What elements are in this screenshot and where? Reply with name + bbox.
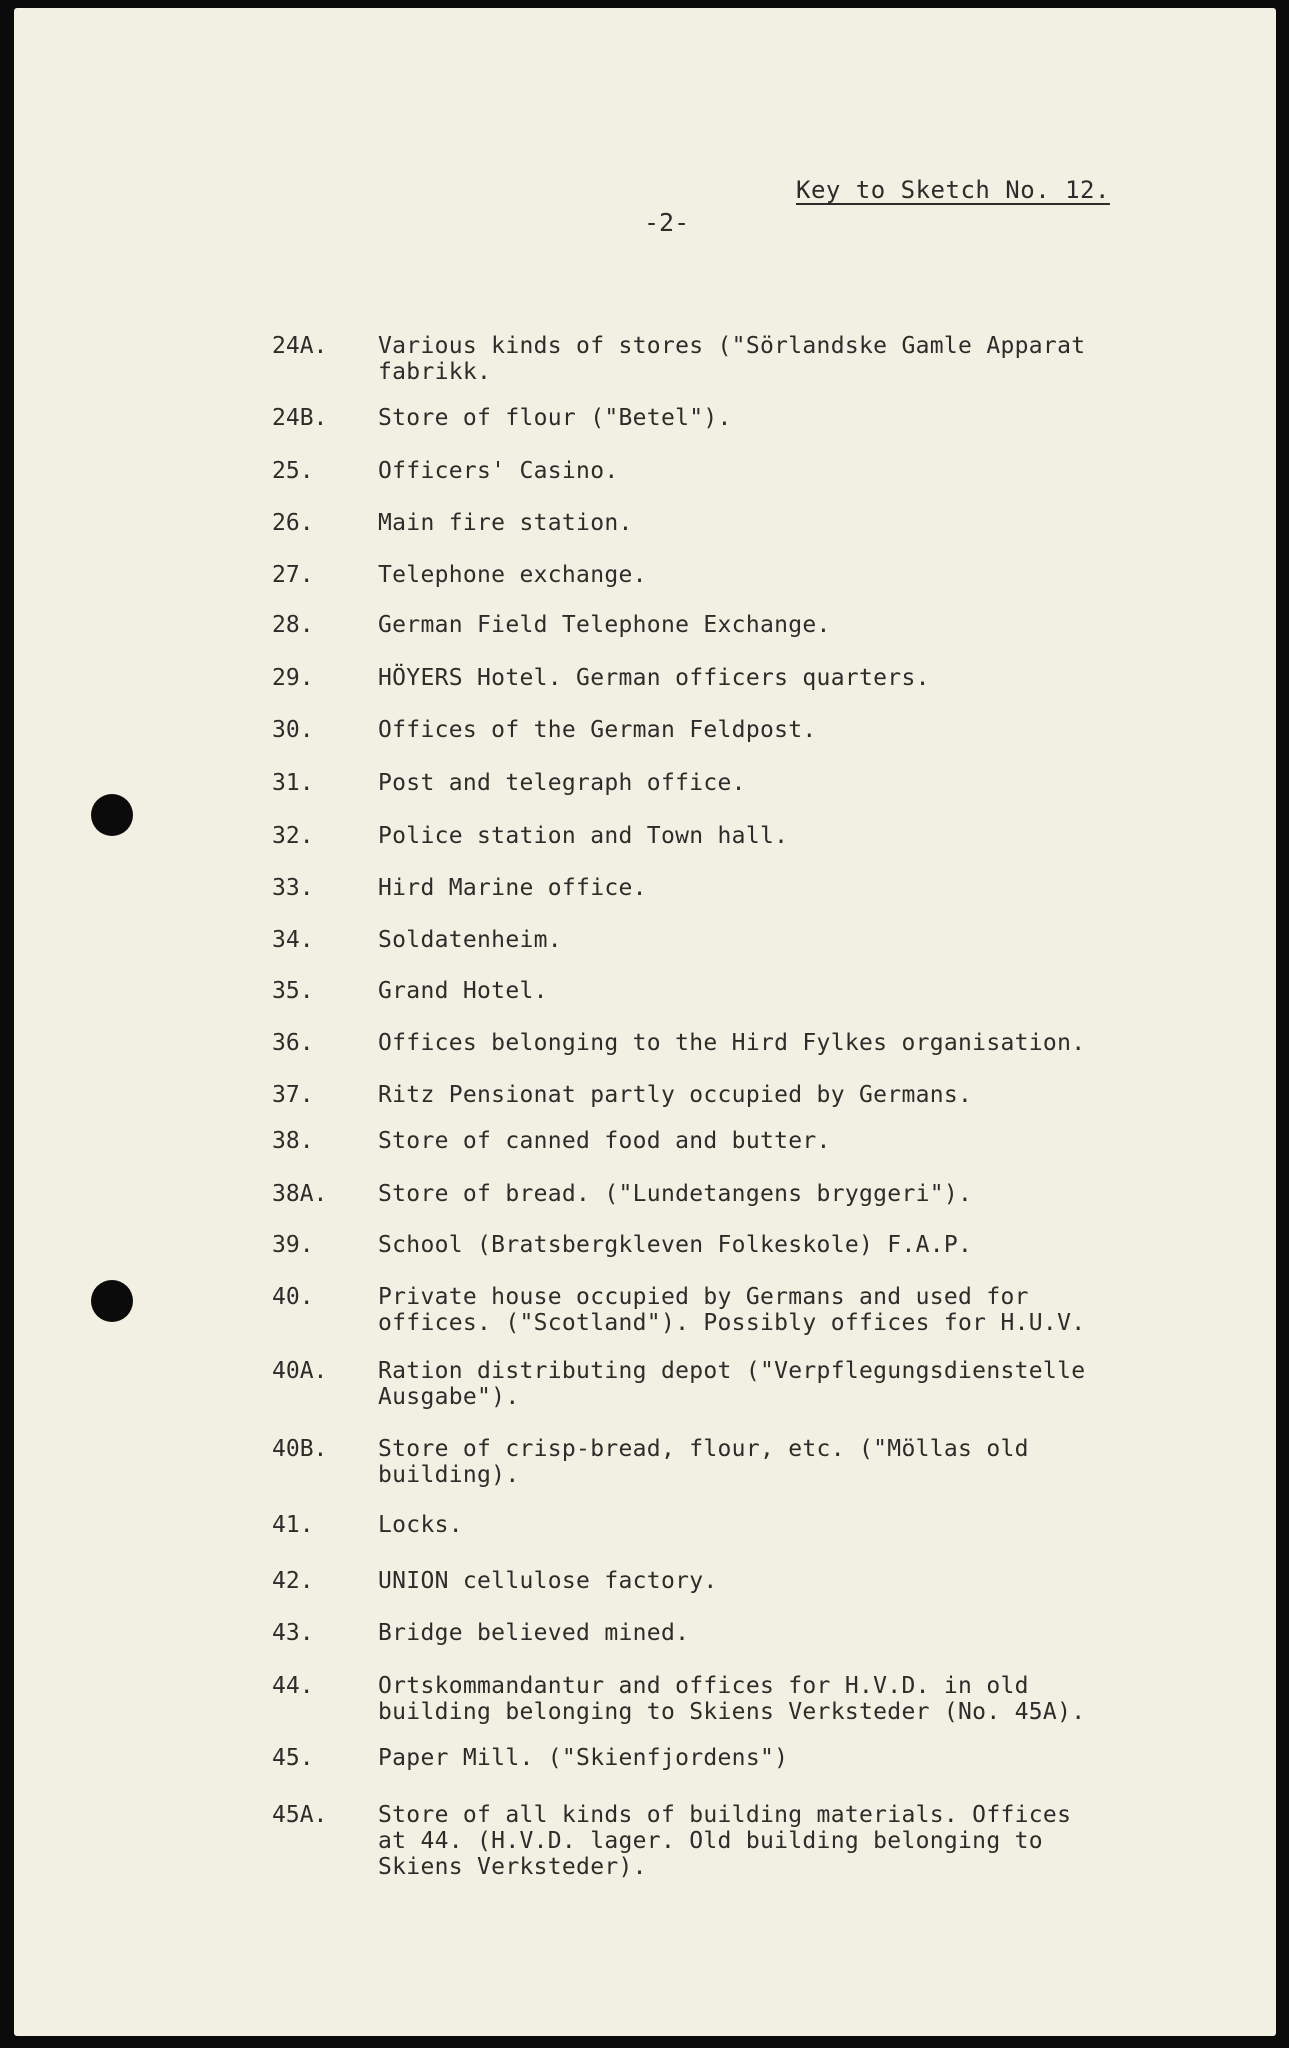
entry-description: Soldatenheim. <box>378 927 562 953</box>
entry-number: 29. <box>272 665 314 691</box>
entry-number: 37. <box>272 1082 314 1108</box>
entry-description: Store of all kinds of building materials. Offices at 44. (H.V.D. lager. Old building belonging to Skiens Verksteder). <box>378 1802 1072 1880</box>
entry-description: Telephone exchange. <box>378 562 647 588</box>
entry-number: 28. <box>272 612 314 638</box>
entry-description: Bridge believed mined. <box>378 1620 690 1646</box>
entry-description: Offices belonging to the Hird Fylkes organisation. <box>378 1030 1086 1056</box>
entry-number: 27. <box>272 562 314 588</box>
entry-number: 25. <box>272 458 314 484</box>
entry-number: 26. <box>272 510 314 536</box>
entry-description: HÖYERS Hotel. German officers quarters. <box>378 665 930 691</box>
entry-number: 44. <box>272 1673 314 1699</box>
entry-description: Offices of the German Feldpost. <box>378 717 817 743</box>
entry-number: 40. <box>272 1284 314 1310</box>
document-heading: Key to Sketch No. 12. <box>796 176 1110 204</box>
entry-number: 41. <box>272 1512 314 1538</box>
entry-description: German Field Telephone Exchange. <box>378 612 831 638</box>
entry-description: Private house occupied by Germans and used for offices. ("Scotland"). Possibly offices for H.U.V. <box>378 1284 1086 1336</box>
entry-description: Hird Marine office. <box>378 875 647 901</box>
entry-description: Various kinds of stores ("Sörlandske Gamle Apparat fabrikk. <box>378 333 1086 385</box>
entry-number: 30. <box>272 717 314 743</box>
entry-number: 38. <box>272 1128 314 1154</box>
entry-number: 40B. <box>272 1436 328 1462</box>
entry-description: Ritz Pensionat partly occupied by Germans. <box>378 1082 973 1108</box>
document-page <box>14 8 1276 2036</box>
entry-description: School (Bratsbergkleven Folkeskole) F.A.P. <box>378 1232 973 1258</box>
entry-number: 40A. <box>272 1358 328 1384</box>
page-number: -2- <box>644 208 690 237</box>
entry-description: Main fire station. <box>378 510 633 536</box>
entry-number: 32. <box>272 823 314 849</box>
entry-description: Post and telegraph office. <box>378 770 746 796</box>
entry-number: 24A. <box>272 333 328 359</box>
entry-description: Locks. <box>378 1512 463 1538</box>
entry-description: Store of bread. ("Lundetangens bryggeri"). <box>378 1181 973 1207</box>
entry-number: 24B. <box>272 405 328 431</box>
entry-number: 39. <box>272 1232 314 1258</box>
entry-description: Grand Hotel. <box>378 978 548 1004</box>
entry-number: 38A. <box>272 1181 328 1207</box>
entry-description: Officers' Casino. <box>378 458 619 484</box>
entry-number: 45A. <box>272 1802 328 1828</box>
entry-description: Paper Mill. ("Skienfjordens") <box>378 1745 789 1771</box>
entry-description: Ortskommandantur and offices for H.V.D. in old building belonging to Skiens Verksteder (No. 45A). <box>378 1673 1086 1725</box>
entry-number: 36. <box>272 1030 314 1056</box>
entry-description: Store of canned food and butter. <box>378 1128 831 1154</box>
entry-description: Ration distributing depot ("Verpflegungsdienstelle Ausgabe"). <box>378 1358 1086 1410</box>
entry-description: UNION cellulose factory. <box>378 1568 718 1594</box>
entry-description: Store of flour ("Betel"). <box>378 405 732 431</box>
entry-number: 31. <box>272 770 314 796</box>
entry-number: 43. <box>272 1620 314 1646</box>
entry-number: 45. <box>272 1745 314 1771</box>
punch-hole-lower <box>91 1280 133 1322</box>
entry-description: Store of crisp-bread, flour, etc. ("Möllas old building). <box>378 1436 1029 1488</box>
entry-description: Police station and Town hall. <box>378 823 789 849</box>
entry-number: 35. <box>272 978 314 1004</box>
entry-number: 42. <box>272 1568 314 1594</box>
entry-number: 34. <box>272 927 314 953</box>
entry-number: 33. <box>272 875 314 901</box>
punch-hole-upper <box>91 794 133 836</box>
